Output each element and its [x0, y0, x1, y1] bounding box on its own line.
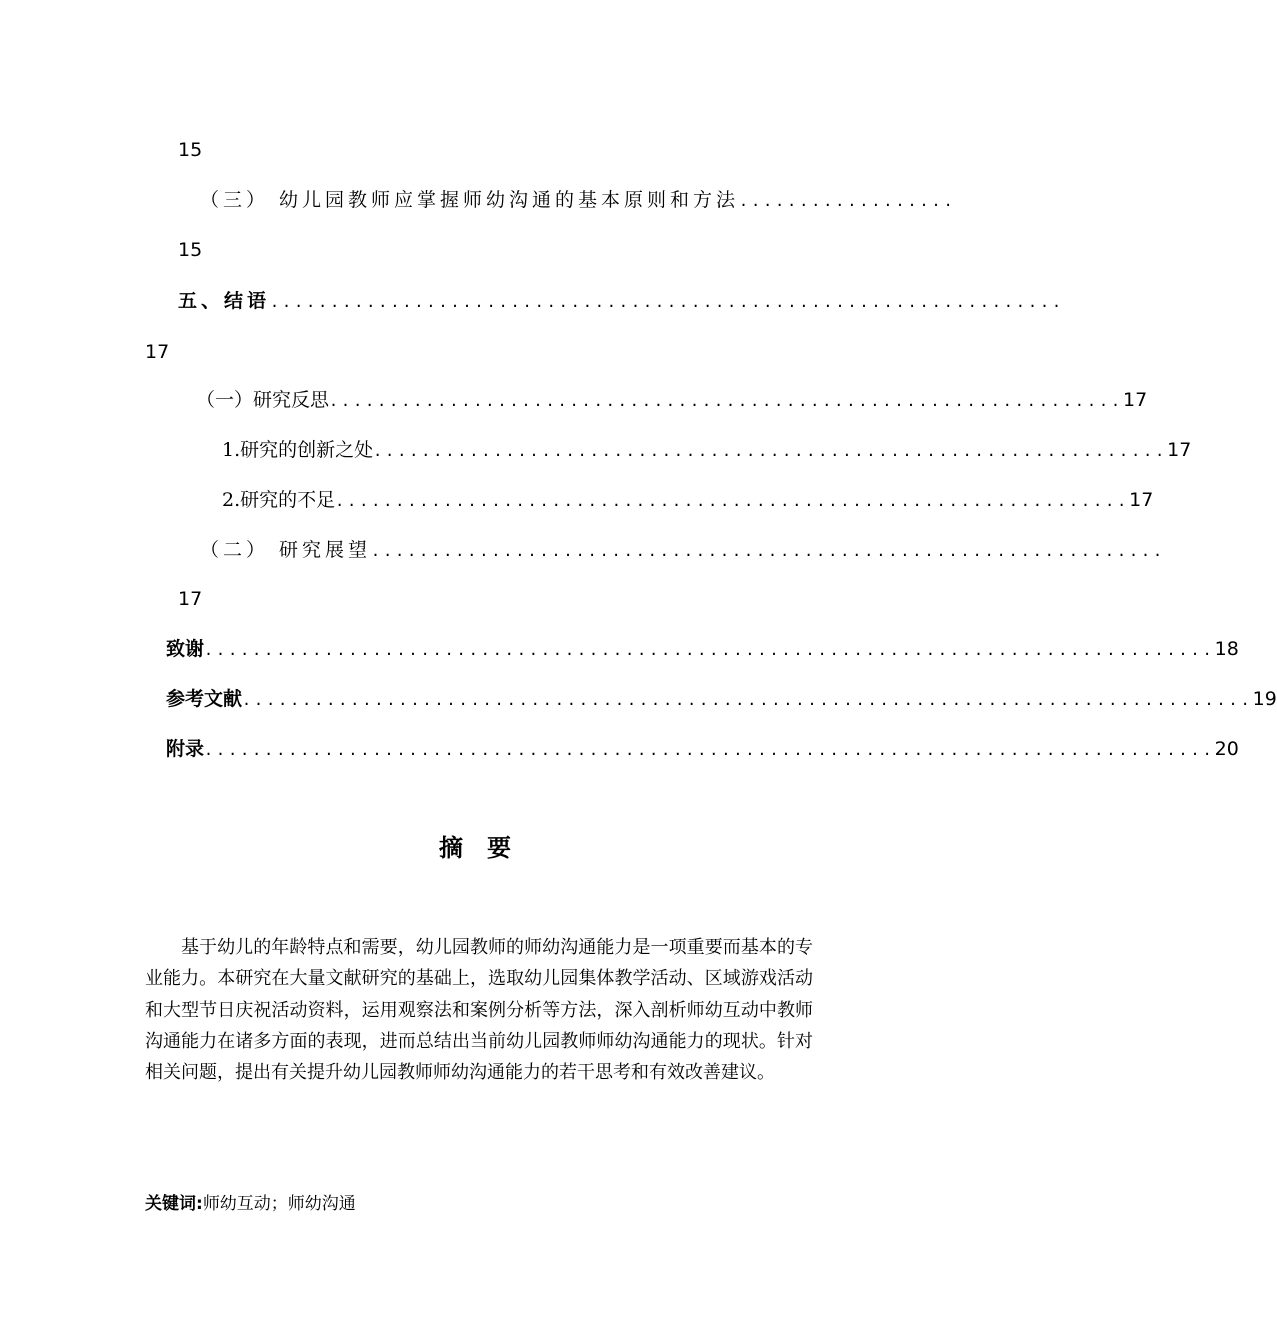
toc-entry-section-5-2[interactable]	[200, 536, 1166, 564]
toc-entry-section-5[interactable]	[178, 287, 1065, 315]
keywords-line	[145, 1190, 356, 1218]
toc-leader-dots: ..................................................................	[371, 542, 1166, 560]
toc-entry-section-5-1-1[interactable]	[222, 436, 1192, 464]
toc-page-number: 17	[178, 588, 203, 610]
toc-leader-dots: ..................................................................	[329, 392, 1124, 410]
toc-leader-dots: ..................................................................	[335, 492, 1130, 510]
toc-page-number: 20	[1214, 738, 1239, 760]
toc-entry-label: 致谢	[166, 638, 205, 660]
toc-entry-label: （二） 研究展望	[200, 539, 372, 561]
toc-page-number: 17	[1123, 389, 1148, 411]
toc-page-number: 19	[1252, 688, 1277, 710]
toc-entry-section-5-1[interactable]	[196, 386, 1148, 414]
toc-entry-appendix[interactable]	[166, 735, 1239, 763]
toc-leader-dots: ..................	[739, 192, 956, 210]
toc-leader-dots: ....................................................................................	[204, 741, 1215, 759]
toc-entry-label: 附录	[166, 738, 205, 760]
toc-leader-dots: ....................................................................................	[204, 641, 1215, 659]
toc-entry-references[interactable]	[166, 685, 1277, 713]
toc-entry-label: 1.研究的创新之处	[222, 439, 374, 461]
abstract-title: 摘要	[439, 834, 535, 862]
toc-entry-label: 参考文献	[166, 688, 243, 710]
keywords-label: 关键词:	[145, 1194, 203, 1214]
toc-leader-dots: ..................................................................	[270, 293, 1065, 311]
toc-entry-thanks[interactable]	[166, 635, 1239, 663]
toc-page-number: 17	[1167, 439, 1192, 461]
toc-entry-section-5-1-2[interactable]	[222, 486, 1154, 514]
toc-entry-label: （一）研究反思	[196, 389, 330, 411]
toc-entry-section-3[interactable]	[200, 186, 956, 214]
toc-entry-label: 五、结语	[178, 290, 271, 312]
toc-leader-dots: ....................................................................................	[242, 691, 1253, 709]
abstract-body: 基于幼儿的年龄特点和需要，幼儿园教师的师幼沟通能力是一项重要而基本的专业能力。本研究在大量文献研究的基础上，选取幼儿园集体教学活动、区域游戏活动和大型节日庆祝活动资料，运用观察法和案例分析等方法，深入剖析师幼互动中教师沟通能力在诸多方面的表现，进而总结出当前幼儿园教师师幼沟通能力的现状。针对相关问题，提出有关提升幼儿园教师师幼沟通能力的若干思考和有效改善建议。	[145, 937, 813, 1084]
toc-page-number: 17	[145, 341, 170, 363]
keywords-value: 师幼互动；师幼沟通	[202, 1194, 356, 1214]
toc-page-number: 18	[1214, 638, 1239, 660]
toc-page-number: 17	[1129, 489, 1154, 511]
toc-entry-label: 2.研究的不足	[222, 489, 336, 511]
toc-page-number: 15	[178, 239, 203, 261]
toc-entry-label: （三） 幼儿园教师应掌握师幼沟通的基本原则和方法	[200, 189, 740, 211]
toc-leader-dots: ..................................................................	[373, 442, 1168, 460]
toc-page-number: 15	[178, 139, 203, 161]
